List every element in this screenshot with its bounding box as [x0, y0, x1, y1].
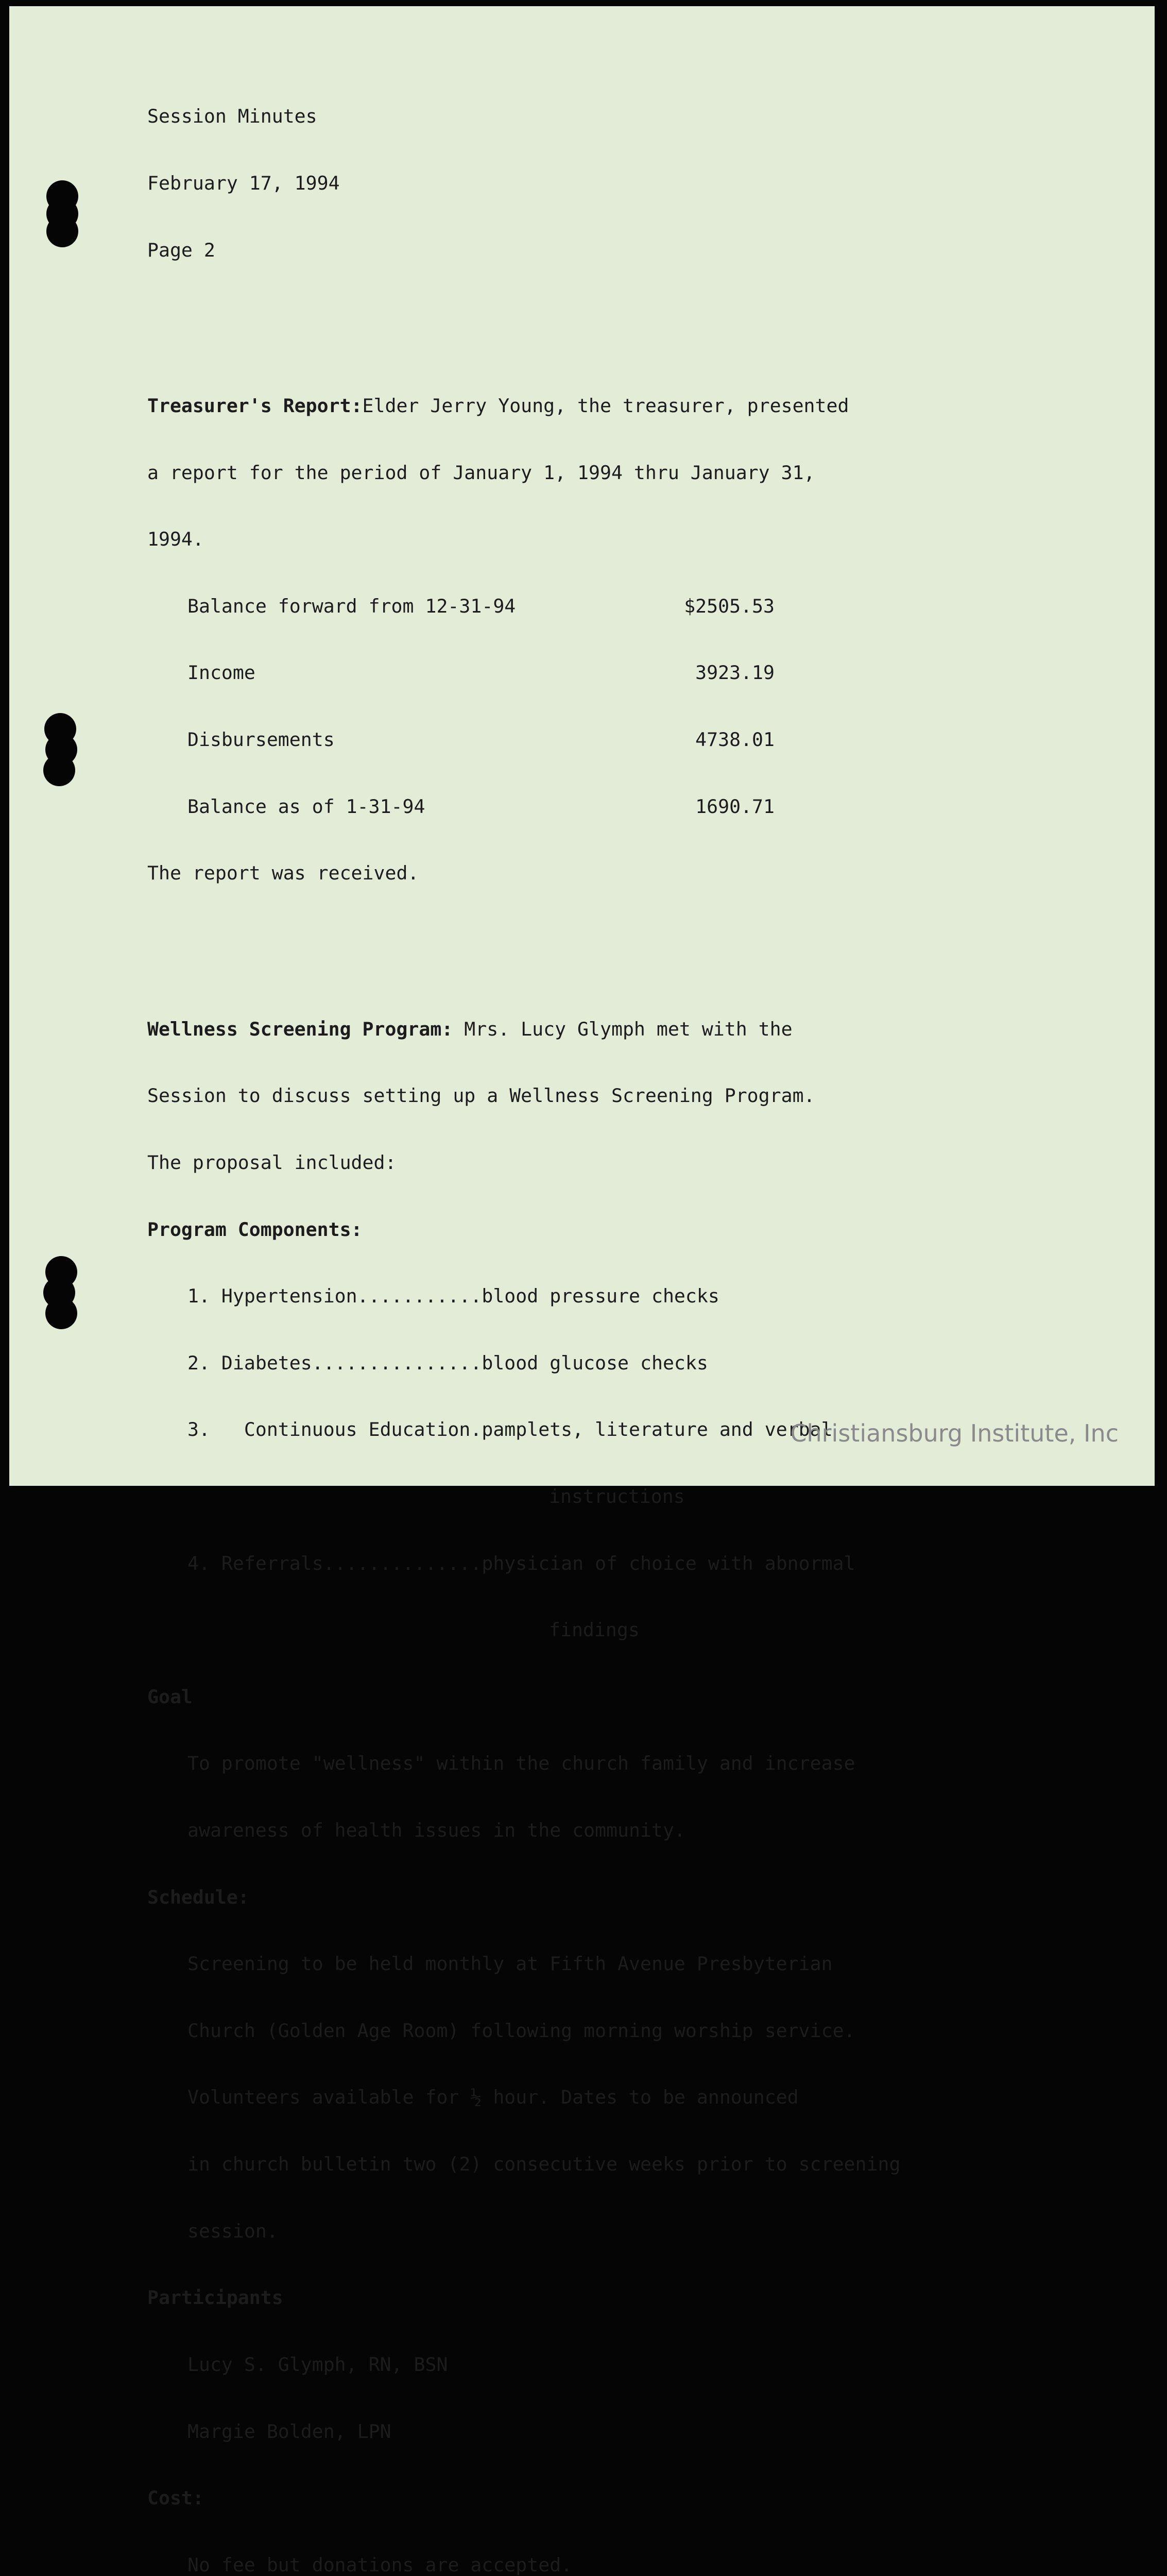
watermark: Christiansburg Institute, Inc	[790, 1419, 1119, 1447]
component-row: 1. Hypertension...........blood pressure checks	[187, 1285, 719, 1308]
doc-date: February 17, 1994	[147, 172, 340, 195]
treasurer-intro: Treasurer's Report:Elder Jerry Young, the treasurer, presented	[147, 395, 849, 417]
ledger-row: Income 3923.19	[187, 662, 775, 684]
subsection-heading: Program Components:	[147, 1218, 363, 1241]
punch-hole	[43, 754, 75, 786]
component-row: 3. Continuous Education.pamplets, literature and verbal	[187, 1418, 833, 1441]
section-heading: Wellness Screening Program:	[147, 1018, 453, 1040]
punch-hole	[46, 215, 78, 247]
subsection-heading: Schedule:	[147, 1886, 249, 1908]
wellness-intro: Wellness Screening Program: Mrs. Lucy Glymph met with the	[147, 1018, 793, 1040]
ledger-row: Balance as of 1-31-94 1690.71	[187, 795, 775, 818]
page-number: Page 2	[147, 239, 215, 261]
doc-title: Session Minutes	[147, 105, 317, 128]
subsection-heading: Participants	[147, 2286, 283, 2309]
document-page	[9, 6, 1155, 2576]
component-row: 4. Referrals..............physician of choice with abnormal	[187, 1552, 855, 1574]
subsection-heading: Goal	[147, 1685, 193, 1708]
participant: Lucy S. Glymph, RN, BSN	[187, 2353, 448, 2376]
ledger-row: Balance forward from 12-31-94 $2505.53	[187, 595, 775, 617]
minutes-text: Session Minutes February 17, 1994 Page 2 Treasurer's Report:Elder Jerry Young, the treasurer, presented a report for the period of January 1, 1994 thru January 31, 1994. Balance forward from 12-31-94 $2505.53 Income 3923.19 Disbursements 4738.01 Balance as of 1-31-94 1690.71 The report was received. Wellness Screening Program: Mrs. Lucy Glymph met with the Session to discuss setting up a Wellness Screening Program. The proposal included: Program Components: 1. Hypertension...........blood pressure checks 2. Diabetes...............blood glucose checks 3. Continuous Education.pamplets, literature and verbal instructions 4. Referrals..............physician of choice with abnormal findings Goal To promote "wellness" within the church family and increase awareness of health issues in the community. Schedule: Screening to be held monthly at Fifth Avenue Presbyterian Church (Golden Age Room) following morning worship service. Volunteers available for ½ hour. Dates to be announced in church bulletin two (2) consecutive weeks prior to screening session. Participants Lucy S. Glymph, RN, BSN Margie Bolden, LPN Cost: No fee but donations are accepted.	[147, 61, 1126, 2576]
component-row: 2. Diabetes...............blood glucose checks	[187, 1351, 708, 1374]
ledger-row: Disbursements 4738.01	[187, 728, 775, 751]
participant: Margie Bolden, LPN	[187, 2420, 391, 2443]
section-heading: Treasurer's Report:	[147, 395, 363, 417]
punch-hole	[45, 1297, 77, 1329]
subsection-heading: Cost:	[147, 2487, 204, 2510]
